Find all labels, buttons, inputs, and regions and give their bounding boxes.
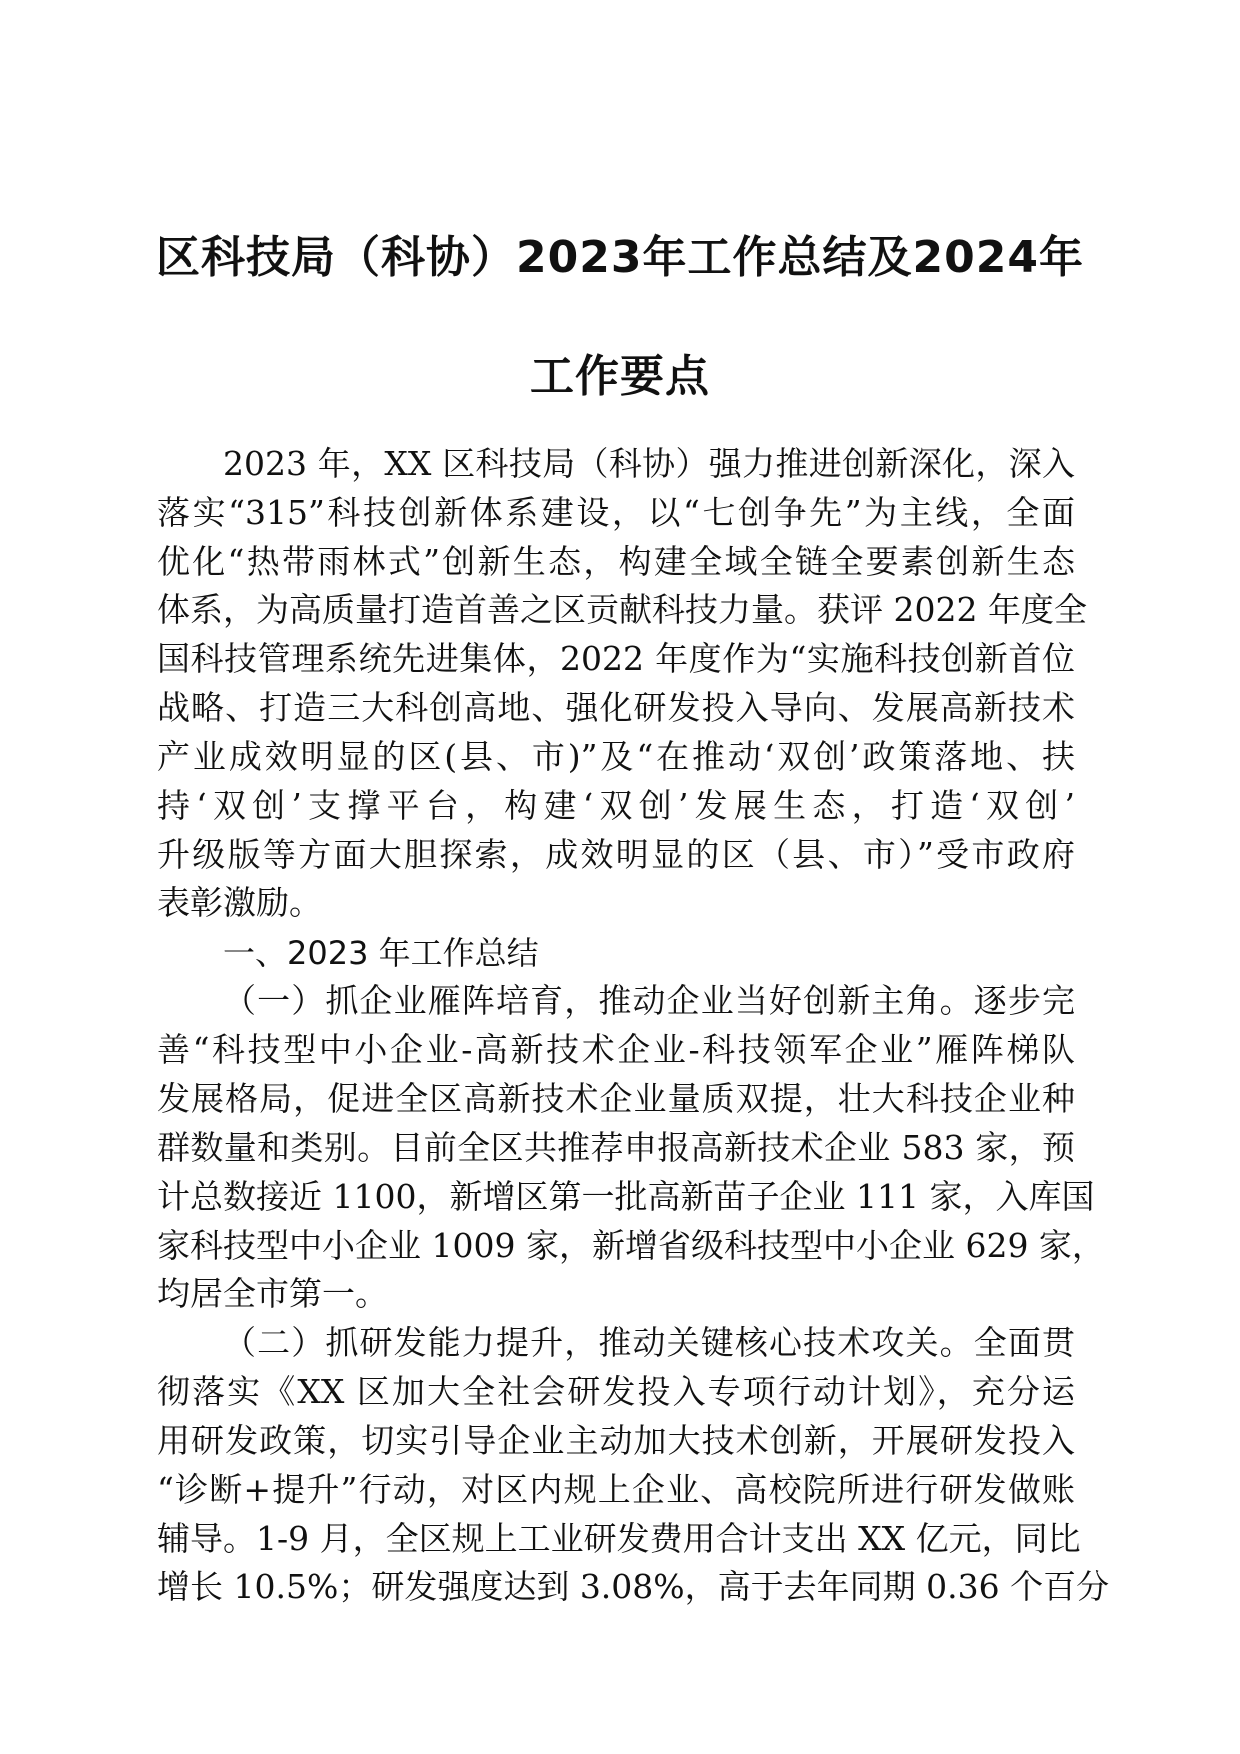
para2-line: 辅导。1-9 月，全区规上工业研发费用合计支出 XX 亿元，同比 [157, 1519, 1081, 1558]
para2-line: （二）抓研发能力提升，推动关键核心技术攻关。全面贯 [223, 1323, 1075, 1362]
para1-line: 家科技型中小企业 1009 家，新增省级科技型中小企业 629 家， [157, 1226, 1105, 1265]
intro-line: 优化“热带雨林式”创新生态，构建全域全链全要素创新生态 [157, 542, 1075, 581]
para1-line: 均居全市第一。 [157, 1274, 388, 1313]
intro-line: 国科技管理系统先进集体，2022 年度作为“实施科技创新首位 [157, 639, 1075, 678]
para2-line: “诊断+提升”行动，对区内规上企业、高校院所进行研发做账 [157, 1470, 1075, 1509]
intro-line: 产业成效明显的区(县、市)”及“在推动‘双创’政策落地、扶 [157, 737, 1075, 776]
para1-line: 善“科技型中小企业-高新技术企业-科技领军企业”雁阵梯队 [157, 1030, 1075, 1069]
intro-line: 落实“315”科技创新体系建设，以“七创争先”为主线，全面 [157, 493, 1075, 532]
intro-line: 体系，为高质量打造首善之区贡献科技力量。获评 2022 年度全 [157, 590, 1087, 629]
para2-line: 增长 10.5%；研发强度达到 3.08%，高于去年同期 0.36 个百分 [157, 1567, 1110, 1606]
intro-line: 表彰激励。 [157, 883, 322, 922]
para1-line: 群数量和类别。目前全区共推荐申报高新技术企业 583 家，预 [157, 1128, 1075, 1167]
document-title-line-1: 区科技局（科协）2023年工作总结及2024年 [156, 232, 1084, 283]
intro-line: 升级版等方面大胆探索，成效明显的区（县、市）”受市政府 [157, 835, 1075, 874]
para2-line: 彻落实《XX 区加大全社会研发投入专项行动计划》，充分运 [157, 1372, 1075, 1411]
para1-line: 计总数接近 1100，新增区第一批高新苗子企业 111 家，入库国 [157, 1177, 1095, 1216]
para1-line: 发展格局，促进全区高新技术企业量质双提，壮大科技企业种 [157, 1079, 1075, 1118]
intro-line: 战略、打造三大科创高地、强化研发投入导向、发展高新技术 [157, 688, 1075, 727]
intro-line: 持‘双创’支撑平台，构建‘双创’发展生态，打造‘双创’ [157, 786, 1075, 825]
para2-line: 用研发政策，切实引导企业主动加大技术创新，开展研发投入 [157, 1421, 1075, 1460]
intro-line: 2023 年，XX 区科技局（科协）强力推进创新深化，深入 [223, 444, 1075, 483]
section-heading: 一、2023 年工作总结 [223, 934, 539, 972]
document-title-line-2: 工作要点 [530, 351, 710, 402]
para1-line: （一）抓企业雁阵培育，推动企业当好创新主角。逐步完 [223, 981, 1075, 1020]
